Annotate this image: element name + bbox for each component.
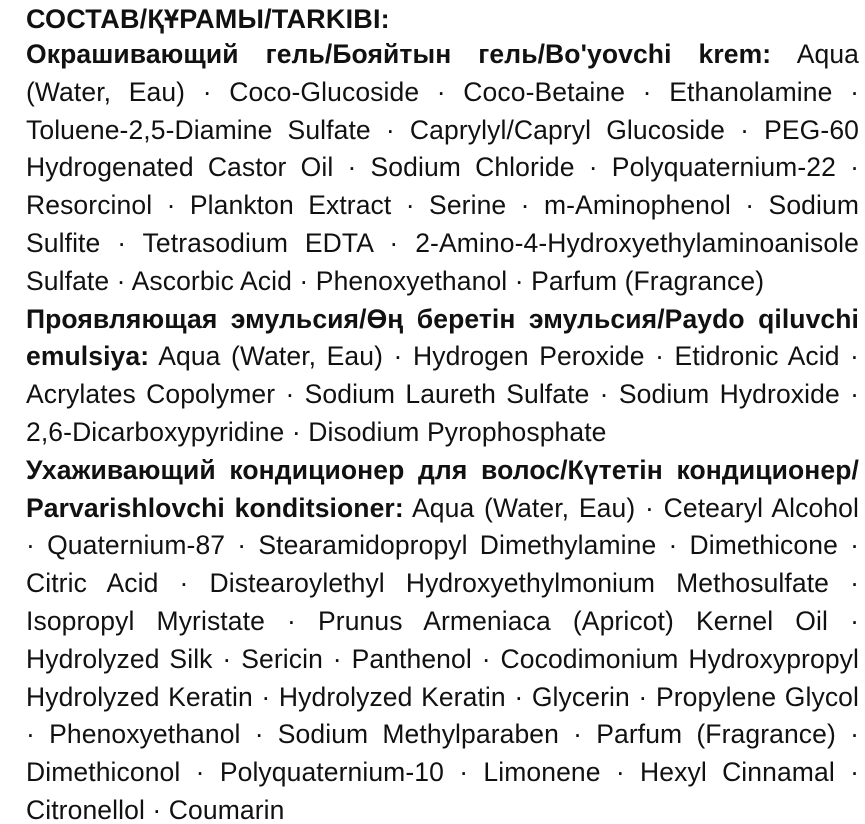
coloring-gel-section bbox=[26, 36, 859, 301]
coloring-gel-title: Окрашивающий гель/Бояйтын гель/Bo'yovchi krem: bbox=[26, 39, 772, 69]
coloring-gel-ingredients: Aqua (Water, Eau) · Coco-Glucoside · Coco-Betaine · Ethanolamine · Toluene-2,5-Diamine Sulfate · Caprylyl/Capryl Glucoside · PEG-60 Hydrogenated Castor Oil · Sodium Chloride · Polyquaternium-22 · Resorcinol · Plankton Extract · Serine · m-Aminophenol · Sodium Sulfite · Tetrasodium EDTA · 2-Amino-4-Hydroxyethylaminoanisole Sulfate · Ascorbic Acid · Phenoxyethanol · Parfum (Fragrance) bbox=[26, 39, 859, 296]
conditioner-title: Ухаживающий кондиционер для волос/Күтетін кондиционер/ Parvarishlovchi konditsioner: bbox=[26, 454, 859, 523]
developer-emulsion-section bbox=[26, 301, 859, 452]
developer-emulsion-title: Проявляющая эмульсия/Өң беретін эмульсия/Paydo qiluvchi emulsiya: bbox=[26, 303, 859, 372]
developer-emulsion-ingredients: Aqua (Water, Eau) · Hydrogen Peroxide · Etidronic Acid · Acrylates Copolymer · Sodium Laureth Sulfate · Sodium Hydroxide · 2,6-Dicarboxypyridine · Disodium Pyrophosphate bbox=[26, 341, 859, 447]
conditioner-section bbox=[26, 452, 859, 824]
composition-heading: СОСТАВ/ҚҰРАМЫ/TARKIBI: bbox=[26, 4, 390, 34]
conditioner-ingredients: Aqua (Water, Eau) · Cetearyl Alcohol · Quaternium-87 · Stearamidopropyl Dimethylamine · Dimethicone · Citric Acid · Distearoylethyl Hydroxyethylmonium Methosulfate · Isopropyl Myristate · Prunus Armeniaca (Apricot) Kernel Oil · Hydrolyzed Silk · Sericin · Panthenol · Cocodimonium Hydroxypropyl Hydrolyzed Keratin · Hydrolyzed Keratin · Glycerin · Propylene Glycol · Phenoxyethanol · Sodium Methylparaben · Parfum (Fragrance) · Dimethiconol · Polyquaternium-10 · Limonene · Hexyl Cinnamal · Citronellol · Coumarin bbox=[26, 492, 859, 824]
